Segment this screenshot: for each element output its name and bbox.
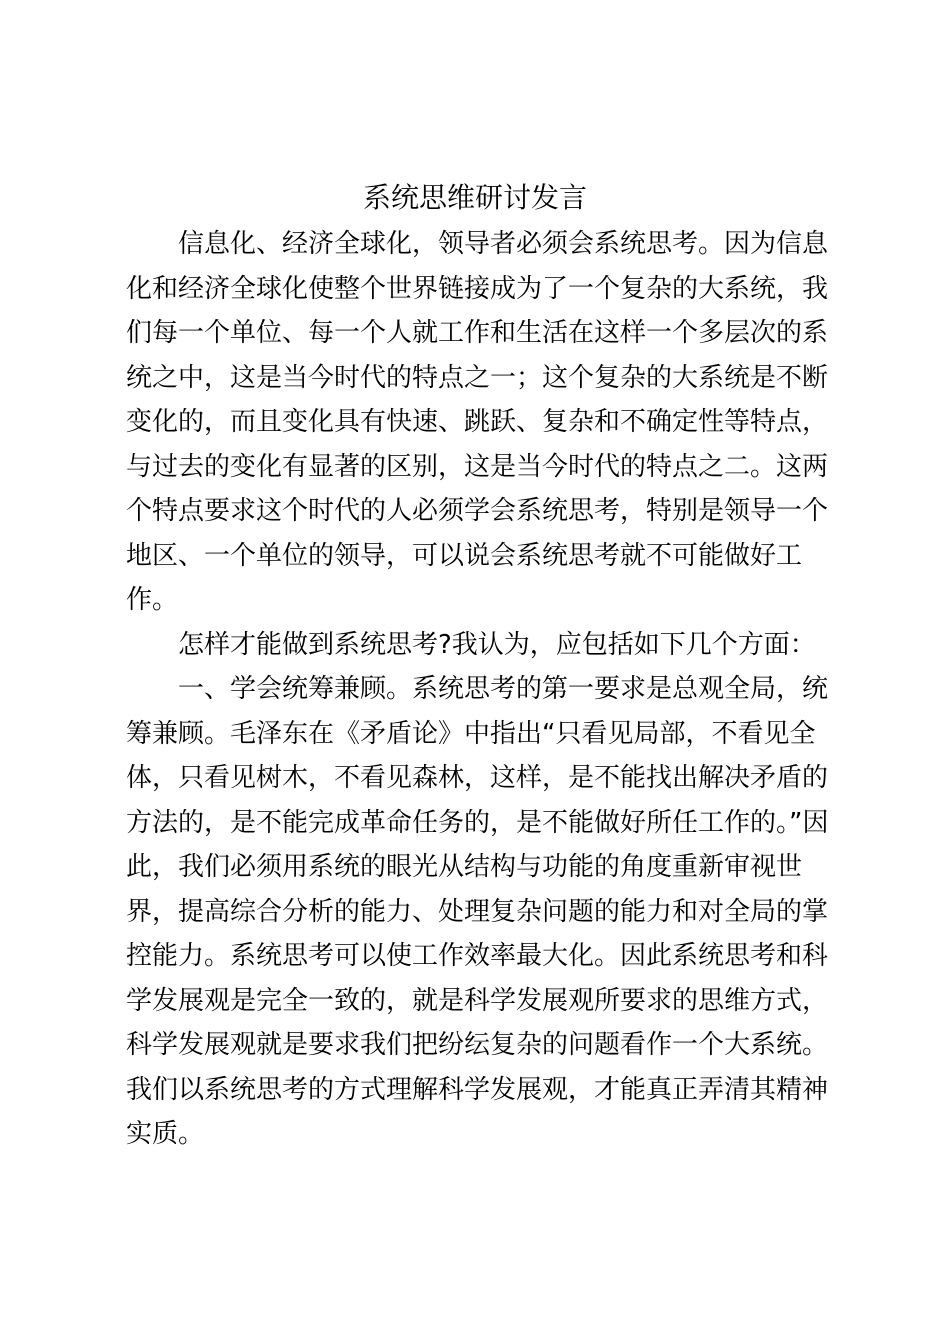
paragraph-line: 此，我们必须用系统的眼光从结构与功能的角度重新审视世 [126,852,803,882]
paragraph-3 [126,667,829,1157]
paragraph-line: 实质。 [126,1119,205,1149]
paragraph-line: 统之中，这是当今时代的特点之一；这个复杂的大系统是不断 [126,362,829,393]
paragraph-line: 控能力。系统思考可以使工作效率最大化。因此系统思考和科 [126,941,829,971]
document-title: 系统思维研讨发言 [362,181,587,214]
paragraph-line: 界，提高综合分析的能力、处理复杂问题的能力和对全局的掌 [126,896,829,927]
paragraph-line: 变化的，而且变化具有快速、跳跃、复杂和不确定性等特点， [126,407,829,437]
paragraph-line: 信息化、经济全球化，领导者必须会系统思考。因为信息 [178,229,829,259]
paragraph-line: 化和经济全球化使整个世界链接成为了一个复杂的大系统，我 [126,273,829,304]
paragraph-line: 怎样才能做到系统思考?我认为，应包括如下几个方面： [178,629,816,660]
document-body [126,222,829,1157]
paragraph-line: 地区、一个单位的领导，可以说会系统思考就不可能做好工 [126,540,803,571]
paragraph-1 [126,222,829,623]
paragraph-2 [126,623,826,668]
paragraph-line: 与过去的变化有显著的区别，这是当今时代的特点之二。这两 [126,451,829,482]
paragraph-line: 作。 [126,585,179,615]
paragraph-line: 们每一个单位、每一个人就工作和生活在这样一个多层次的系 [126,318,829,348]
paragraph-line: 我们以系统思考的方式理解科学发展观，才能真正弄清其精神 [126,1074,829,1105]
paragraph-line: 一、学会统筹兼顾。系统思考的第一要求是总观全局，统 [178,674,829,704]
paragraph-line: 个特点要求这个时代的人必须学会系统思考，特别是领导一个 [126,496,829,526]
paragraph-line: 科学发展观就是要求我们把纷纭复杂的问题看作一个大系统。 [126,1030,829,1060]
paragraph-line: 学发展观是完全一致的，就是科学发展观所要求的思维方式， [126,985,829,1016]
paragraph-line: 体，只看见树木，不看见森林，这样，是不能找出解决矛盾的 [126,763,829,793]
paragraph-line: 方法的，是不能完成革命任务的，是不能做好所任工作的。”因 [126,807,829,838]
paragraph-line: 筹兼顾。毛泽东在《矛盾论》中指出“只看见局部，不看见全 [126,718,816,749]
